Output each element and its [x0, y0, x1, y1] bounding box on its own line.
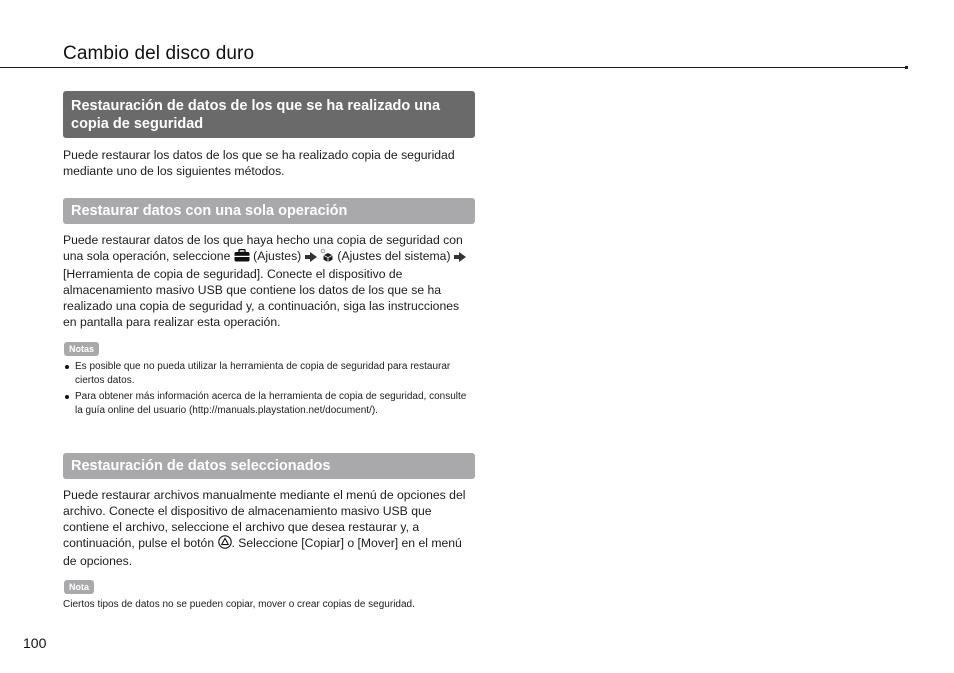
selected-data-text-1: Puede restaurar archivos manualmente mediante el menú de opciones del archivo. Conecte el dispositivo de almacenamiento masivo USB que contiene el archivo, seleccione el archivo que desea restaurar y, a continuación, pulse el botón [63, 488, 466, 550]
triangle-button-icon [218, 535, 232, 553]
subsection-heading-selected-data: Restauración de datos seleccionados [63, 453, 475, 479]
page-number: 100 [23, 635, 47, 651]
selected-data-paragraph [63, 487, 475, 569]
note-badge: Nota [64, 580, 94, 594]
note-item: Para obtener más información acerca de la herramienta de copia de seguridad, consulte la guía online del usuario (http://manuals.playstation.net/document/). [63, 390, 475, 418]
notes-badge: Notas [64, 342, 99, 356]
single-operation-paragraph [63, 232, 475, 330]
page-title: Cambio del disco duro [63, 43, 255, 64]
toolbox-icon [234, 249, 250, 266]
note-item: Es posible que no pueda utilizar la herramienta de copia de seguridad para restaurar ciertos datos. [63, 360, 475, 388]
note-text: Ciertos tipos de datos no se pueden copiar, mover o crear copias de seguridad. [63, 599, 415, 610]
section-heading: Restauración de datos de los que se ha realizado una copia de seguridad [63, 91, 475, 138]
selected-data-text-2: . Seleccione [Copiar] o [Mover] en el menú de opciones. [63, 536, 462, 568]
system-settings-label: (Ajustes del sistema) [337, 249, 451, 263]
rule-end-mark [905, 66, 908, 69]
backup-tool-label: [Herramienta de copia de seguridad]. [63, 267, 264, 281]
subsection-heading-single-operation: Restaurar datos con una sola operación [63, 198, 475, 224]
single-operation-text-2: Conecte el dispositivo de almacenamiento masivo USB que contiene los datos de los que se ha realizado una copia de seguridad y, a continuación, siga las instrucciones en pantalla para realizar esta operación. [63, 267, 460, 329]
settings-label: (Ajustes) [253, 249, 302, 263]
arrow-right-icon [305, 252, 317, 262]
arrow-right-icon [454, 252, 466, 262]
system-settings-icon [320, 248, 334, 266]
section-intro: Puede restaurar los datos de los que se ha realizado copia de seguridad mediante uno de los siguientes métodos. [63, 148, 455, 178]
header-rule [0, 67, 908, 68]
single-operation-text-1: Puede restaurar datos de los que haya hecho una copia de seguridad con una sola operación, seleccione [63, 233, 463, 263]
notes-list [63, 360, 475, 420]
